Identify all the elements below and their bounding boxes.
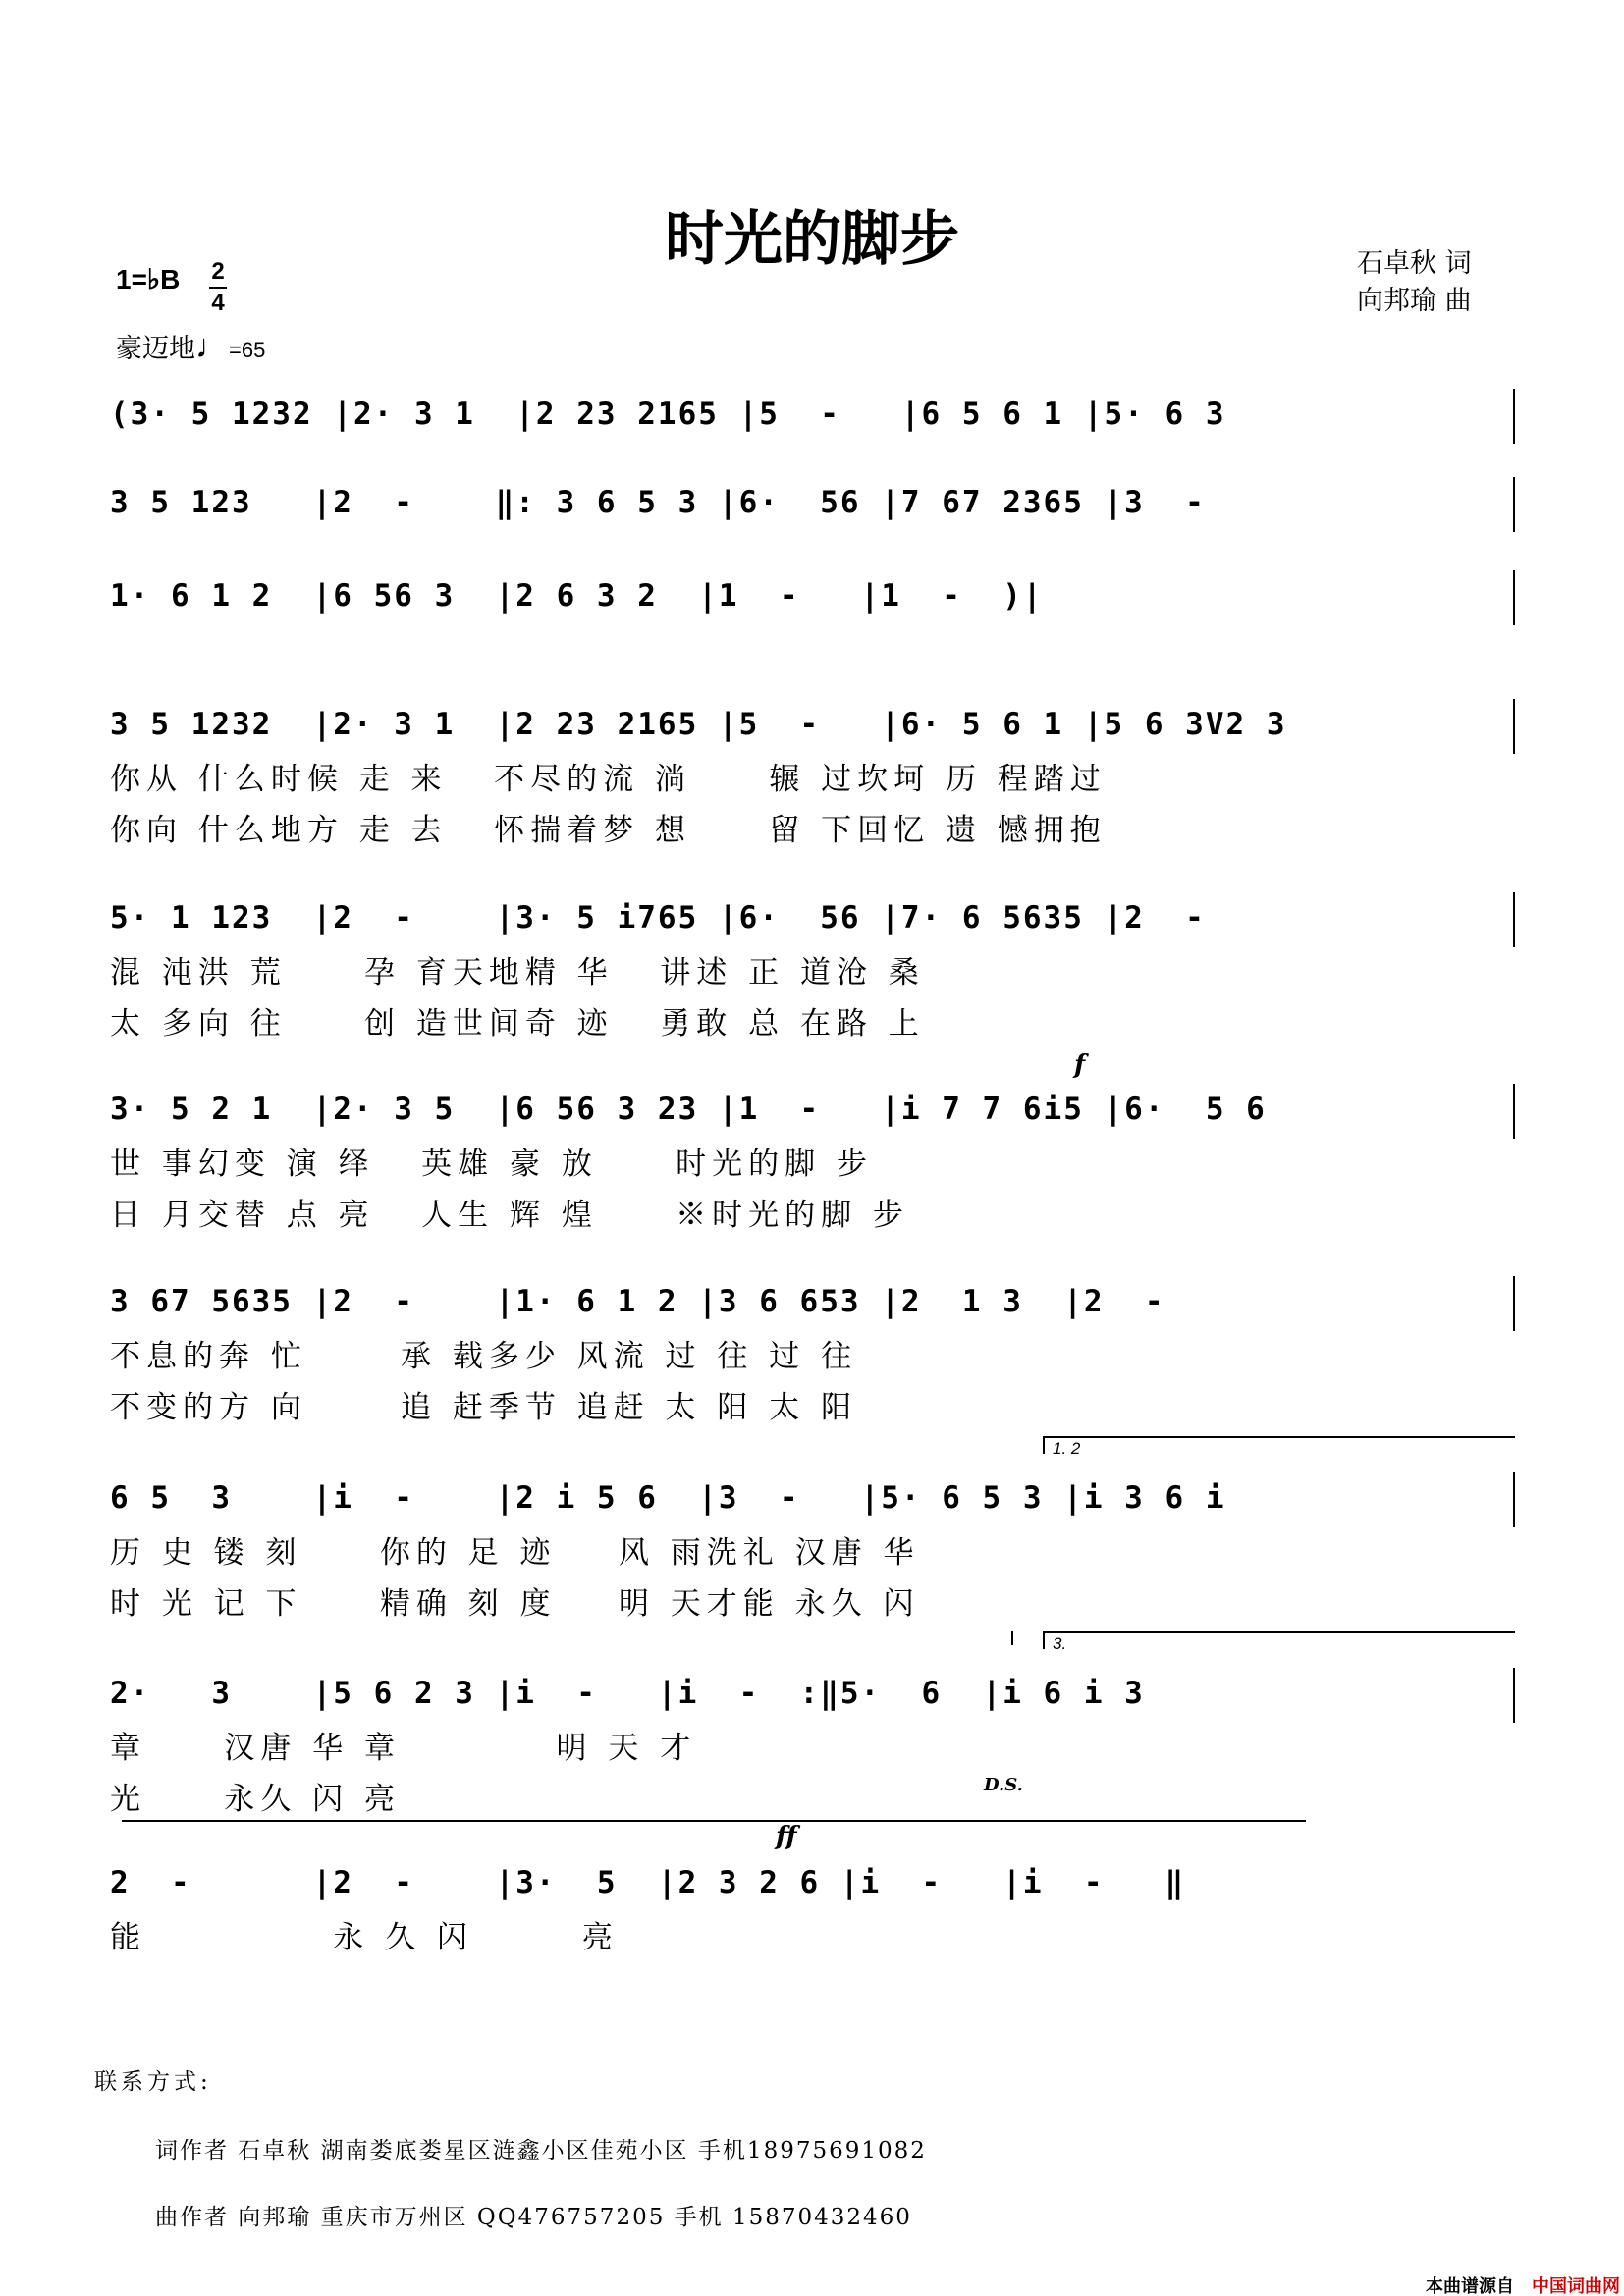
footer-site-link[interactable]: 中国词曲网 [1532, 2276, 1620, 2296]
notes-line-6: 3· 5 2 1 |2· 3 5 |6 56 3 23 |1 - |i 7 7 6i5 |6· 5 6 [110, 1092, 1267, 1127]
contact-heading: 联系方式: [94, 2069, 212, 2095]
lyrics-line-7-verse-2: 不变的方 向 追 赶季节 追赶 太 阳 太 阳 [110, 1390, 858, 1425]
footer-source-label: 本曲谱源自 [1426, 2276, 1514, 2296]
notes-line-5: 5· 1 123 |2 - |3· 5 i765 |6· 56 |7· 6 5635 |2 - [110, 900, 1206, 935]
tempo-marking [116, 327, 265, 366]
notes-line-10: 2 - |2 - |3· 5 |2 3 2 6 |i - |i - ‖ [110, 1865, 1186, 1900]
key-signature: 1=♭B [116, 264, 181, 294]
volta-first-ending: 1. 2 [1053, 1439, 1081, 1458]
song-title: 时光的脚步 [665, 205, 959, 274]
notes-line-7: 3 67 5635 |2 - |1· 6 1 2 |3 6 653 |2 1 3 |2 - [110, 1284, 1165, 1319]
lyricist-contact: 词作者 石卓秋 湖南娄底娄星区涟鑫小区佳苑小区 手机18975691082 [155, 2138, 927, 2163]
lyrics-line-7-verse-1: 不息的奔 忙 承 载多少 风流 过 往 过 往 [110, 1339, 858, 1374]
dynamic-forte: f [1074, 1050, 1086, 1080]
lyrics-line-9-verse-1: 章 汉唐 华 章 明 天 才 [110, 1731, 697, 1766]
lyrics-line-4-verse-2: 你向 什么地方 走 去 怀揣着梦 想 留 下回忆 遗 憾拥抱 [110, 813, 1107, 848]
lyrics-line-6-verse-2: 日 月交替 点 亮 人生 辉 煌 ※时光的脚 步 [110, 1198, 909, 1233]
lyricist-credit: 石卓秋 词 [1357, 248, 1472, 279]
lyrics-line-10-verse-1: 能 永 久 闪 亮 [110, 1920, 619, 1955]
lyrics-line-5-verse-2: 太 多向 往 创 造世间奇 迹 勇敢 总 在路 上 [110, 1006, 925, 1041]
time-signature [206, 257, 230, 318]
lyrics-line-8-verse-2: 时 光 记 下 精确 刻 度 明 天才能 永久 闪 [110, 1586, 920, 1622]
meter-top: 2 [211, 258, 225, 285]
notes-line-2: 3 5 123 |2 - ‖: 3 6 5 3 |6· 56 |7 67 2365 |3 - [110, 485, 1206, 520]
notes-line-9: 2· 3 |5 6 2 3 |i - |i - :‖5· 6 |i 6 i 3 [110, 1676, 1145, 1711]
lyrics-line-6-verse-1: 世 事幻变 演 绎 英雄 豪 放 时光的脚 步 [110, 1147, 873, 1182]
quarter-note-icon: ♩ [195, 328, 229, 365]
notes-line-1: (3· 5 1232 |2· 3 1 |2 23 2165 |5 - |6 5 6 1 |5· 6 3 [110, 397, 1226, 432]
volta-third-ending: 3. [1053, 1634, 1067, 1653]
lyrics-line-8-verse-1: 历 史 镂 刻 你的 足 迹 风 雨洗礼 汉唐 华 [110, 1535, 920, 1571]
lyrics-line-5-verse-1: 混 沌洪 荒 孕 育天地精 华 讲述 正 道沧 桑 [110, 955, 925, 990]
meter-bottom: 4 [211, 290, 225, 316]
notes-line-3: 1· 6 1 2 |6 56 3 |2 6 3 2 |1 - |1 - )| [110, 578, 1044, 614]
dynamic-fortissimo: ff [776, 1822, 797, 1851]
dal-segno-marking: D.S. [984, 1775, 1023, 1795]
tempo-style: 豪迈地 [116, 334, 195, 363]
lyrics-line-9-verse-2: 光 永久 闪 亮 [110, 1782, 401, 1817]
lyrics-line-4-verse-1: 你从 什么时候 走 来 不尽的流 淌 辗 过坎坷 历 程踏过 [110, 762, 1107, 797]
composer-contact: 曲作者 向邦瑜 重庆市万州区 QQ476757205 手机 15870432460 [155, 2205, 912, 2230]
notes-line-8: 6 5 3 |i - |2 i 5 6 |3 - |5· 6 5 3 |i 3 6 i [110, 1480, 1226, 1516]
composer-credit: 向邦瑜 曲 [1357, 286, 1472, 316]
tempo-bpm: =65 [229, 338, 266, 362]
notes-line-4: 3 5 1232 |2· 3 1 |2 23 2165 |5 - |6· 5 6 1 |5 6 3V2 3 [110, 707, 1287, 742]
